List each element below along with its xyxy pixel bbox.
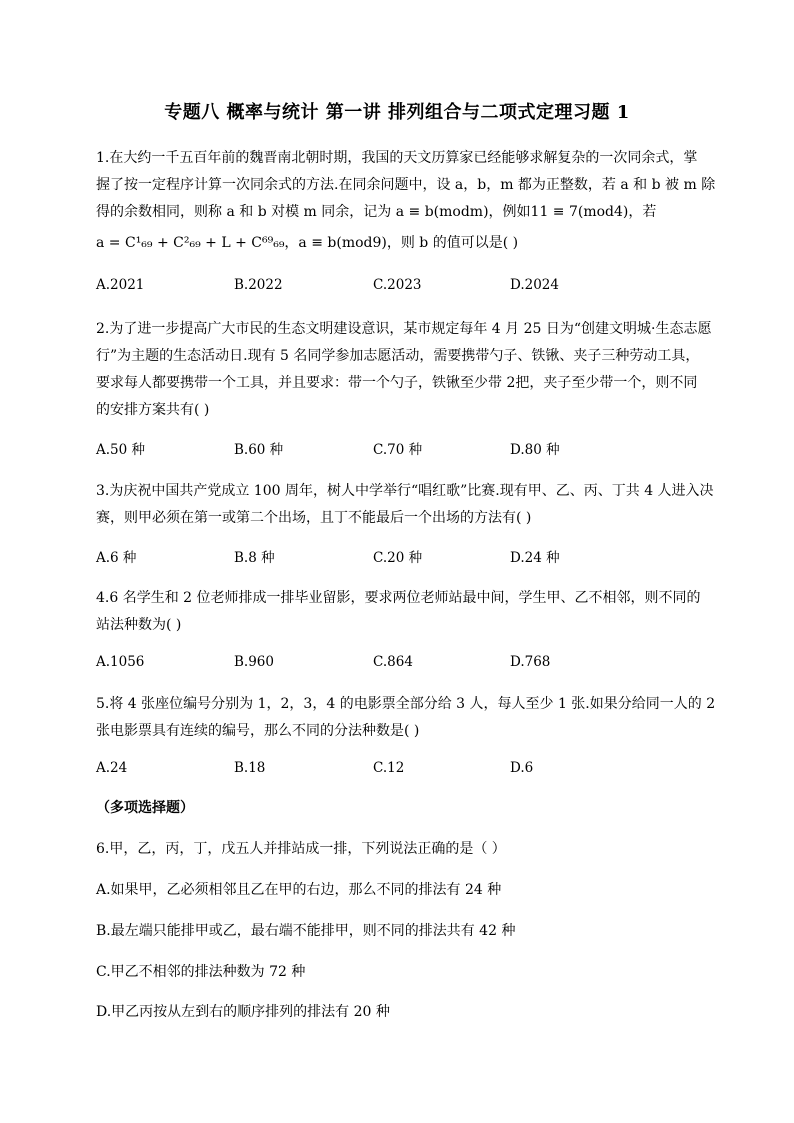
q2-line-4: 的安排方案共有( ) <box>96 402 210 418</box>
q4-options <box>96 654 700 674</box>
q4-option-c[interactable]: C.864 <box>373 654 413 670</box>
q5-option-c[interactable]: C.12 <box>373 760 405 776</box>
q5-line-2: 张电影票具有连续的编号，那么不同的分法种数是( ) <box>96 723 420 739</box>
q1-line-1: 1.在大约一千五百年前的魏晋南北朝时期，我国的天文历算家已经能够求解复杂的一次同余式，掌 <box>96 150 698 166</box>
q1-option-b[interactable]: B.2022 <box>234 277 283 293</box>
page-title: 专题八 概率与统计 第一讲 排列组合与二项式定理习题 1 <box>164 102 630 123</box>
q5-line-1: 5.将 4 张座位编号分别为 1，2，3，4 的电影票全部分给 3 人，每人至少 1 张.如果分给同一人的 2 <box>96 696 716 712</box>
section-label-multiple-choice: （多项选择题） <box>96 800 194 816</box>
q6-option-c[interactable]: C.甲乙不相邻的排法种数为 72 种 <box>96 964 306 980</box>
q4-option-a[interactable]: A.1056 <box>96 654 145 670</box>
q2-option-a[interactable]: A.50 种 <box>96 442 146 458</box>
q3-option-d[interactable]: D.24 种 <box>510 550 560 566</box>
q3-option-c[interactable]: C.20 种 <box>373 550 423 566</box>
q1-option-c[interactable]: C.2023 <box>373 277 422 293</box>
q1-options <box>96 277 700 297</box>
q2-line-1: 2.为了进一步提高广大市民的生态文明建设意识，某市规定每年 4 月 25 日为“创建文明城·生态志愿 <box>96 321 712 337</box>
q4-line-1: 4.6 名学生和 2 位老师排成一排毕业留影，要求两位老师站最中间，学生甲、乙不相邻，则不同的 <box>96 590 701 606</box>
q1-line-4-formula: a = C¹₆₉ + C²₆₉ + L + C⁶⁹₆₉，a ≡ b(mod9)，则 b 的值可以是( ) <box>96 235 519 251</box>
q1-option-d[interactable]: D.2024 <box>510 277 559 293</box>
q5-option-b[interactable]: B.18 <box>234 760 266 776</box>
q4-line-2: 站法种数为( ) <box>96 617 182 633</box>
q6-option-b[interactable]: B.最左端只能排甲或乙，最右端不能排甲，则不同的排法共有 42 种 <box>96 923 516 939</box>
q5-options <box>96 760 700 780</box>
q2-line-2: 行”为主题的生态活动日.现有 5 名同学参加志愿活动，需要携带勺子、铁锹、夹子三种劳动工具， <box>96 348 700 364</box>
q2-options <box>96 438 700 458</box>
q3-options <box>96 546 700 566</box>
q2-option-c[interactable]: C.70 种 <box>373 442 423 458</box>
q1-line-2: 握了按一定程序计算一次同余式的方法.在同余问题中，设 a，b，m 都为正整数，若 a 和 b 被 m 除 <box>96 177 716 193</box>
q2-option-d[interactable]: D.80 种 <box>510 442 560 458</box>
q1-line-3: 得的余数相同，则称 a 和 b 对模 m 同余，记为 a ≡ b(modm)，例如11 ≡ 7(mod4)，若 <box>96 204 657 220</box>
q3-option-a[interactable]: A.6 种 <box>96 550 137 566</box>
q3-option-b[interactable]: B.8 种 <box>234 550 275 566</box>
q5-option-d[interactable]: D.6 <box>510 760 534 776</box>
q4-option-b[interactable]: B.960 <box>234 654 274 670</box>
q5-option-a[interactable]: A.24 <box>96 760 128 776</box>
q6-option-d[interactable]: D.甲乙丙按从左到右的顺序排列的排法有 20 种 <box>96 1004 390 1020</box>
q6-option-a[interactable]: A.如果甲，乙必须相邻且乙在甲的右边，那么不同的排法有 24 种 <box>96 882 502 898</box>
q4-option-d[interactable]: D.768 <box>510 654 551 670</box>
q6-stem: 6.甲，乙，丙，丁，戊五人并排站成一排，下列说法正确的是（ ） <box>96 841 506 857</box>
q3-line-1: 3.为庆祝中国共产党成立 100 周年，树人中学举行“唱红歌”比赛.现有甲、乙、丙、丁共 4 人进入决 <box>96 483 714 499</box>
q2-option-b[interactable]: B.60 种 <box>234 442 284 458</box>
q2-line-3: 要求每人都要携带一个工具，并且要求：带一个勺子，铁锹至少带 2把，夹子至少带一个，则不同 <box>96 375 698 391</box>
q3-line-2: 赛，则甲必须在第一或第二个出场，且丁不能最后一个出场的方法有( ) <box>96 510 532 526</box>
q1-option-a[interactable]: A.2021 <box>96 277 145 293</box>
